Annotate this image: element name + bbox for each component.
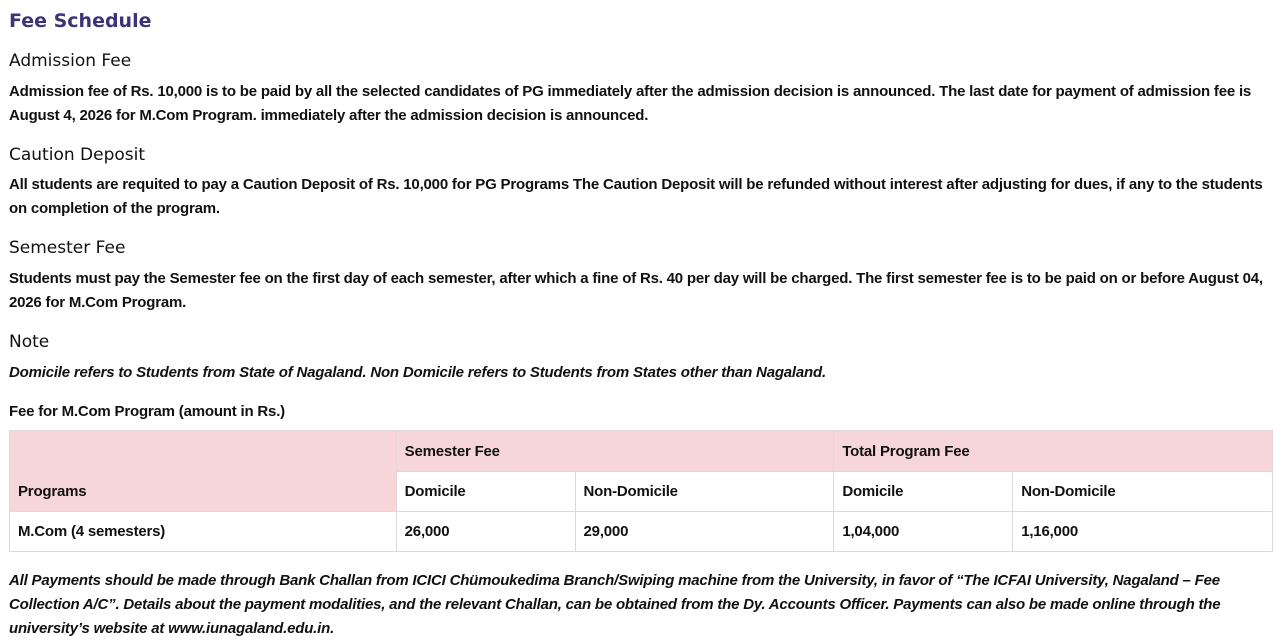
total-non-domicile-header: Non-Domicile bbox=[1013, 472, 1273, 512]
note-text: Domicile refers to Students from State of Nagaland. Non Domicile refers to Students from States other than Nagaland. bbox=[9, 364, 826, 381]
admission-fee-heading: Admission Fee bbox=[9, 51, 132, 71]
payment-instructions: All Payments should be made through Bank Challan from ICICI Chümoukedima Branch/Swiping machine from the University, in favor of “The ICFAI University, Nagaland – Fee Collection A/C”. Details about the payment modalities, and the relevant Challan, can be obtained from the Dy. Accounts Officer. Payments can also be made online through the university’s website at www.iunagaland.edu.in. bbox=[9, 572, 1221, 637]
semester-domicile-value: 26,000 bbox=[396, 512, 575, 552]
table-row bbox=[10, 512, 1273, 552]
fee-table bbox=[9, 430, 1273, 552]
caution-deposit-text: All students are requited to pay a Caution Deposit of Rs. 10,000 for PG Programs The Caution Deposit will be refunded without interest after adjusting for dues, if any to the students on completion of the program. bbox=[9, 176, 1263, 217]
semester-domicile-header: Domicile bbox=[396, 472, 575, 512]
table-caption: Fee for M.Com Program (amount in Rs.) bbox=[9, 403, 285, 420]
total-domicile-header: Domicile bbox=[834, 472, 1013, 512]
programs-header: Programs bbox=[10, 431, 397, 512]
page-title: Fee Schedule bbox=[9, 10, 152, 32]
semester-fee-heading: Semester Fee bbox=[9, 238, 126, 258]
total-non-domicile-value: 1,16,000 bbox=[1013, 512, 1273, 552]
program-name-cell: M.Com (4 semesters) bbox=[10, 512, 397, 552]
semester-fee-group-header: Semester Fee bbox=[396, 431, 834, 472]
admission-fee-text: Admission fee of Rs. 10,000 is to be paid by all the selected candidates of PG immediately after the admission decision is announced. The last date for payment of admission fee is August 4, 2026 for M.Com Program. immediately after the admission decision is announced. bbox=[9, 83, 1252, 124]
caution-deposit-heading: Caution Deposit bbox=[9, 145, 146, 165]
total-program-fee-group-header: Total Program Fee bbox=[834, 431, 1273, 472]
semester-fee-text: Students must pay the Semester fee on the first day of each semester, after which a fine of Rs. 40 per day will be charged. The first semester fee is to be paid on or before August 04, 2026 for M.Com Program. bbox=[9, 270, 1263, 311]
table-group-header-row bbox=[10, 431, 1273, 472]
semester-non-domicile-header: Non-Domicile bbox=[575, 472, 834, 512]
total-domicile-value: 1,04,000 bbox=[834, 512, 1013, 552]
semester-non-domicile-value: 29,000 bbox=[575, 512, 834, 552]
note-heading: Note bbox=[9, 332, 50, 352]
